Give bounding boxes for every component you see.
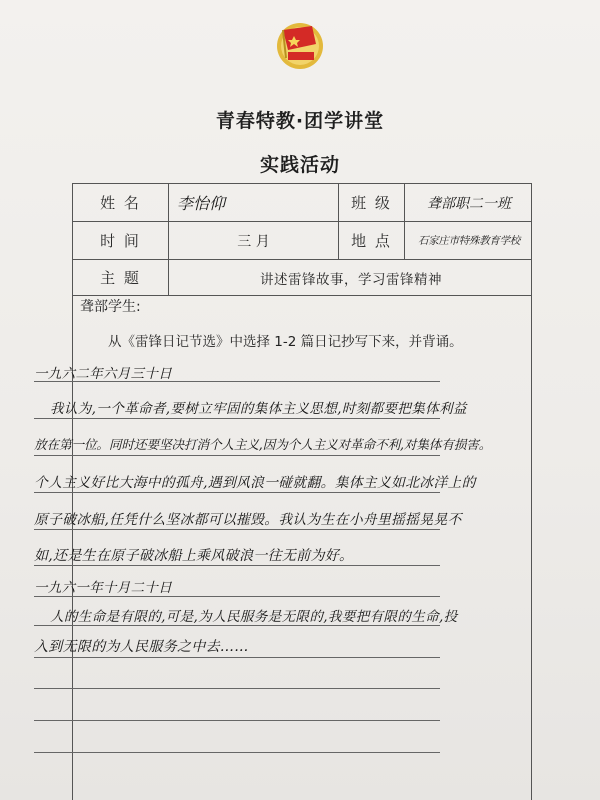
form-row-name-class <box>73 184 531 222</box>
name-value: 李怡仰 <box>169 184 339 221</box>
entry-line: 个人主义好比大海中的孤舟,遇到风浪一碰就翻。集体主义如北冰洋上的 <box>34 475 476 491</box>
entry-line: 人的生命是有限的,可是,为人民服务是无限的,我要把有限的生命,投 <box>50 609 458 625</box>
entry-line: 原子破冰船,任凭什么坚冰都可以摧毁。我认为生在小舟里摇摇晃晃不 <box>34 512 462 528</box>
place-label: 地 点 <box>339 222 405 259</box>
entry-line: 我认为,一个革命者,要树立牢固的集体主义思想,时刻都要把集体利益 <box>50 401 467 417</box>
place-value: 石家庄市特殊教育学校 <box>418 235 520 247</box>
greeting: 聋部学生: <box>80 299 141 315</box>
instruction-text: 从《雷锋日记节选》中选择 1-2 篇日记抄写下来，并背诵。 <box>108 334 463 350</box>
class-label: 班 级 <box>339 184 405 221</box>
entry-line: 如,还是生在原子破冰船上乘风破浪一往无前为好。 <box>34 548 354 564</box>
entry-line: 放在第一位。同时还要坚决打消个人主义,因为个人主义对革命不利,对集体有损害。 <box>34 437 492 452</box>
entry-date: 一九六二年六月三十日 <box>34 366 172 382</box>
youth-league-emblem <box>274 14 326 74</box>
time-label: 时 间 <box>73 222 169 259</box>
entry-date: 一九六一年十月二十日 <box>34 580 172 596</box>
form-row-topic <box>73 260 531 296</box>
form-row-time-place <box>73 222 531 260</box>
name-label: 姓 名 <box>73 184 169 221</box>
topic-label: 主 题 <box>73 260 169 295</box>
page-title: 青春特教·团学讲堂 <box>215 110 385 132</box>
class-value: 聋部职二一班 <box>427 195 511 212</box>
page-subtitle: 实践活动 <box>259 154 340 176</box>
entry-line: 入到无限的为人民服务之中去…… <box>34 639 249 655</box>
time-value: 三 月 <box>169 222 339 259</box>
topic-value: 讲述雷锋故事，学习雷锋精神 <box>260 271 442 288</box>
